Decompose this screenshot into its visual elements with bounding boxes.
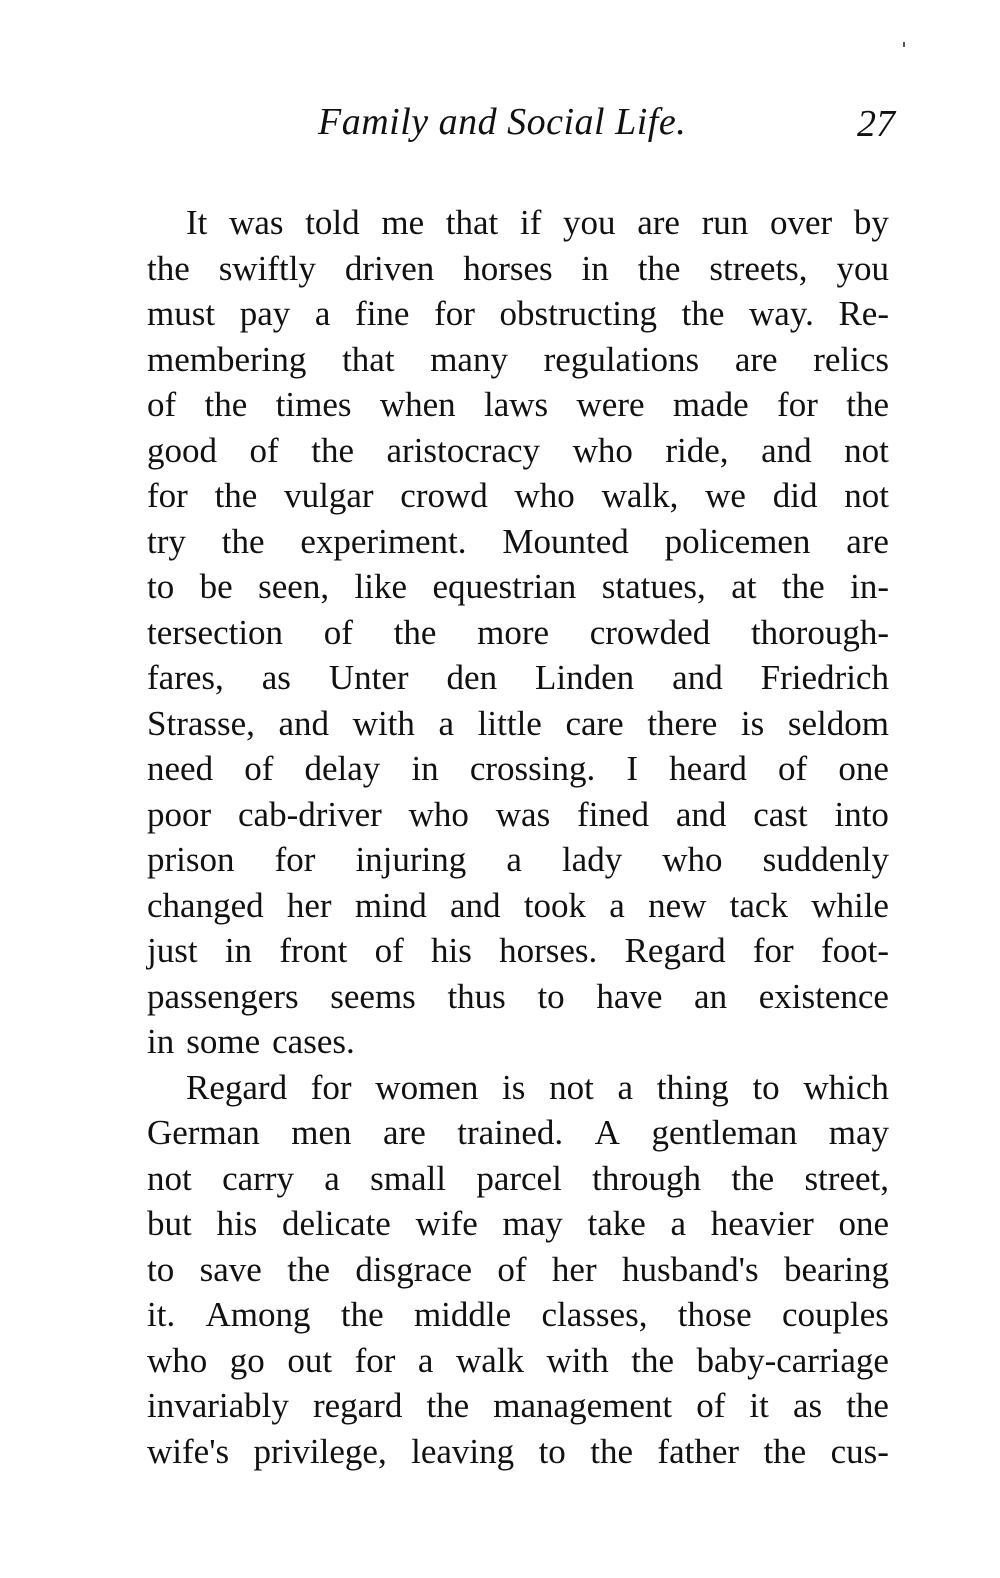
word: many xyxy=(430,339,508,379)
word: be xyxy=(199,567,233,606)
text-line xyxy=(147,655,889,701)
word: you xyxy=(563,203,616,242)
word: wife's xyxy=(147,1431,230,1471)
word: are xyxy=(383,1113,426,1152)
word: made xyxy=(672,385,749,424)
word: the xyxy=(147,248,190,288)
word: the xyxy=(681,294,725,333)
word: seldom xyxy=(787,703,889,743)
word: to xyxy=(147,1249,175,1289)
word: a xyxy=(314,294,331,333)
word: the xyxy=(426,1386,470,1425)
word: carry xyxy=(222,1158,294,1198)
word: disgrace xyxy=(355,1249,472,1289)
word: policemen xyxy=(664,521,811,561)
word: may xyxy=(502,1204,563,1243)
word: new xyxy=(648,885,707,925)
word: bearing xyxy=(784,1249,889,1289)
page-header xyxy=(300,100,900,160)
word: who xyxy=(408,794,469,834)
word: it. xyxy=(147,1295,176,1334)
word: foot- xyxy=(820,931,889,970)
word: I xyxy=(626,749,639,788)
word: who xyxy=(662,840,723,879)
word: not xyxy=(147,1158,192,1198)
word: are xyxy=(637,203,680,242)
page-number: 27 xyxy=(857,103,895,145)
word: husband's xyxy=(622,1249,759,1289)
word: like xyxy=(354,567,408,606)
word: street, xyxy=(804,1158,889,1198)
word: to xyxy=(147,567,175,606)
word: pay xyxy=(239,294,291,333)
word: the xyxy=(340,1295,384,1334)
text-line xyxy=(147,1110,889,1156)
word: of xyxy=(374,931,404,970)
word: leaving xyxy=(411,1431,515,1471)
word: regulations xyxy=(543,339,700,379)
word: are xyxy=(846,521,889,561)
word: the xyxy=(781,567,825,606)
word: Friedrich xyxy=(760,658,889,697)
word: as xyxy=(792,1386,823,1425)
word: baby-carriage xyxy=(696,1340,889,1380)
word: are xyxy=(734,339,778,379)
word: fine xyxy=(355,294,410,333)
word: cab-driver xyxy=(238,794,382,834)
text-line xyxy=(147,928,889,974)
word: that xyxy=(342,339,395,379)
word: and xyxy=(278,703,330,743)
word: parcel xyxy=(476,1158,562,1198)
word: father xyxy=(657,1431,740,1471)
word: front xyxy=(279,931,348,970)
word: classes, xyxy=(541,1295,648,1334)
text-line xyxy=(147,1156,889,1202)
word: as xyxy=(261,658,291,697)
word: in- xyxy=(850,567,889,606)
word: to xyxy=(538,1431,566,1471)
text-line xyxy=(147,746,889,792)
word: and xyxy=(675,794,727,834)
word: Regard xyxy=(624,931,726,970)
word: and xyxy=(672,658,723,697)
word: over xyxy=(770,203,833,242)
word: relics xyxy=(813,339,889,379)
word: some xyxy=(186,1022,261,1061)
word: injuring xyxy=(355,840,467,879)
word: me xyxy=(381,203,425,242)
word: the xyxy=(846,385,889,424)
word: a xyxy=(438,703,455,743)
word: a xyxy=(617,1067,634,1107)
word: for xyxy=(274,840,316,879)
word: not xyxy=(844,476,889,515)
word: crowd xyxy=(400,476,488,515)
word: for xyxy=(310,1067,352,1107)
word: Strasse, xyxy=(147,703,255,743)
text-line xyxy=(147,1201,889,1247)
word: walk, xyxy=(601,476,679,515)
word: a xyxy=(609,885,625,925)
text-line xyxy=(147,974,889,1020)
text-line xyxy=(147,337,889,383)
word: small xyxy=(370,1158,446,1198)
word: while xyxy=(811,885,889,925)
word: in xyxy=(147,1022,175,1061)
word: save xyxy=(199,1249,262,1289)
word: may xyxy=(828,1113,889,1152)
word: one xyxy=(838,1204,889,1243)
word: to xyxy=(537,976,565,1016)
word: need xyxy=(147,749,214,788)
word: when xyxy=(379,385,456,424)
word: passengers xyxy=(147,976,299,1016)
word: suddenly xyxy=(762,840,889,879)
word: of xyxy=(244,749,274,788)
text-line xyxy=(147,1065,889,1111)
word: the xyxy=(311,430,354,470)
word: couples xyxy=(782,1295,889,1334)
word: prison xyxy=(147,840,235,879)
word: his xyxy=(216,1204,258,1243)
word: did xyxy=(772,476,818,515)
word: try xyxy=(147,521,186,561)
word: a xyxy=(506,840,522,879)
text-line xyxy=(147,428,889,474)
text-line xyxy=(147,837,889,883)
word: It xyxy=(186,203,208,242)
word: invariably xyxy=(147,1386,289,1425)
word: Unter xyxy=(328,658,409,697)
text-line xyxy=(147,883,889,929)
word: of xyxy=(696,1386,726,1425)
word: that xyxy=(445,203,499,242)
text-line xyxy=(147,1338,889,1384)
word: with xyxy=(352,703,415,743)
word: wife xyxy=(415,1204,478,1243)
word: by xyxy=(853,203,889,242)
word: regard xyxy=(312,1386,403,1425)
word: cast xyxy=(753,794,808,834)
word: not xyxy=(549,1067,594,1107)
word: the xyxy=(204,385,248,424)
word: times xyxy=(275,385,352,424)
word: Mounted xyxy=(502,521,629,561)
word: for xyxy=(777,385,818,424)
word: we xyxy=(705,476,746,515)
text-line xyxy=(147,200,889,246)
word: the xyxy=(631,1340,675,1380)
word: but xyxy=(147,1204,192,1243)
word: for xyxy=(434,294,475,333)
word: is xyxy=(740,703,765,743)
word: little xyxy=(477,703,542,743)
word: fined xyxy=(577,794,649,834)
word: German xyxy=(147,1113,260,1152)
word: walk xyxy=(455,1340,524,1380)
word: was xyxy=(495,794,551,834)
scan-speck xyxy=(903,42,905,47)
word: the xyxy=(287,1249,330,1289)
word: were xyxy=(576,385,645,424)
word: for xyxy=(147,476,188,515)
word: middle xyxy=(413,1295,512,1334)
word: good xyxy=(147,430,217,470)
word: obstructing xyxy=(499,294,658,333)
word: the xyxy=(393,612,437,652)
text-line xyxy=(147,1247,889,1293)
word: women xyxy=(375,1067,479,1107)
word: men xyxy=(291,1113,352,1152)
word: changed xyxy=(147,885,264,925)
word: who xyxy=(514,476,575,515)
word: told xyxy=(305,203,360,242)
word: cases. xyxy=(272,1022,355,1061)
word: Regard xyxy=(186,1067,288,1107)
word: privilege, xyxy=(253,1431,387,1471)
word: gentleman xyxy=(651,1113,798,1152)
word: go xyxy=(229,1340,265,1380)
word: who xyxy=(572,430,633,470)
word: and xyxy=(450,885,501,925)
word: there xyxy=(647,703,718,743)
word: delay xyxy=(304,749,381,788)
word: into xyxy=(834,794,889,834)
text-line xyxy=(147,1292,889,1338)
word: den xyxy=(446,658,498,697)
word: of xyxy=(323,612,353,652)
text-line xyxy=(147,473,889,519)
word: those xyxy=(677,1295,752,1334)
word: a xyxy=(324,1158,340,1198)
word: ride, xyxy=(665,430,729,470)
word: thus xyxy=(447,976,506,1016)
word: the xyxy=(731,1158,775,1198)
word: who xyxy=(147,1340,208,1380)
word: aristocracy xyxy=(386,430,541,470)
word: tack xyxy=(729,885,788,925)
word: in xyxy=(581,248,609,288)
word: a xyxy=(417,1340,434,1380)
word: in xyxy=(224,931,253,970)
word: one xyxy=(838,749,889,788)
word: took xyxy=(523,885,587,925)
word: seems xyxy=(330,976,416,1016)
body-text xyxy=(147,200,889,1474)
word: a xyxy=(670,1204,687,1243)
word: statues, xyxy=(601,567,706,606)
word: run xyxy=(701,203,749,242)
word: seen, xyxy=(258,567,330,606)
word: thing xyxy=(656,1067,729,1107)
word: the xyxy=(763,1431,807,1471)
word: the xyxy=(214,476,258,515)
word: crowded xyxy=(589,612,711,652)
word: crossing. xyxy=(469,749,596,788)
text-line xyxy=(147,291,889,337)
word: of xyxy=(497,1249,527,1289)
text-line xyxy=(147,382,889,428)
word: delicate xyxy=(282,1204,391,1243)
word: have xyxy=(596,976,663,1016)
word: and xyxy=(761,430,812,470)
word: with xyxy=(546,1340,609,1380)
word: laws xyxy=(484,385,549,424)
text-line xyxy=(147,1429,889,1475)
word: trained. xyxy=(457,1113,564,1152)
text-line xyxy=(147,792,889,838)
word: tersection xyxy=(147,612,284,652)
word: if xyxy=(519,203,542,242)
word: the xyxy=(846,1386,889,1425)
word: mind xyxy=(354,885,427,925)
word: cus- xyxy=(830,1431,889,1471)
word: you xyxy=(836,248,889,288)
running-title: Family and Social Life. xyxy=(318,101,687,143)
word: not xyxy=(844,430,889,470)
word: the xyxy=(221,521,265,561)
word: an xyxy=(694,976,728,1016)
word: was xyxy=(229,203,284,242)
word: for xyxy=(752,931,794,970)
word: experiment. xyxy=(300,521,467,561)
word: A xyxy=(594,1113,620,1152)
text-line xyxy=(147,246,889,292)
word: thorough- xyxy=(750,612,889,652)
word: her xyxy=(286,885,332,925)
word: her xyxy=(551,1249,597,1289)
word: way. xyxy=(749,294,814,333)
word: just xyxy=(147,931,198,970)
word: Re- xyxy=(838,294,889,333)
word: fares, xyxy=(147,658,224,697)
word: more xyxy=(477,612,550,652)
word: out xyxy=(287,1340,333,1380)
word: it xyxy=(749,1386,769,1425)
word: at xyxy=(731,567,757,606)
word: vulgar xyxy=(284,476,374,515)
word: is xyxy=(502,1067,526,1107)
word: for xyxy=(354,1340,396,1380)
word: of xyxy=(147,385,177,424)
word: poor xyxy=(147,794,212,834)
text-line xyxy=(147,610,889,656)
word: lady xyxy=(561,840,623,879)
word: which xyxy=(803,1067,889,1107)
word: existence xyxy=(758,976,889,1016)
word: management xyxy=(493,1386,673,1425)
word: of xyxy=(778,749,808,788)
word: care xyxy=(565,703,624,743)
word: equestrian xyxy=(432,567,577,606)
text-line xyxy=(147,1019,889,1065)
word: must xyxy=(147,294,216,333)
word: heavier xyxy=(710,1204,814,1243)
word: his xyxy=(431,931,472,970)
text-line xyxy=(147,519,889,565)
word: horses. xyxy=(499,931,598,970)
word: in xyxy=(411,749,439,788)
text-line xyxy=(147,564,889,610)
word: through xyxy=(592,1158,702,1198)
word: swiftly xyxy=(218,248,316,288)
word: Linden xyxy=(535,658,635,697)
word: streets, xyxy=(709,248,808,288)
text-line xyxy=(147,701,889,747)
text-line xyxy=(147,1383,889,1429)
word: the xyxy=(637,248,681,288)
word: Among xyxy=(205,1295,311,1334)
word: horses xyxy=(463,248,553,288)
word: heard xyxy=(669,749,747,788)
word: driven xyxy=(344,248,435,288)
word: of xyxy=(249,430,279,470)
word: take xyxy=(587,1204,646,1243)
word: the xyxy=(590,1431,633,1471)
word: membering xyxy=(147,339,307,379)
word: to xyxy=(752,1067,780,1107)
